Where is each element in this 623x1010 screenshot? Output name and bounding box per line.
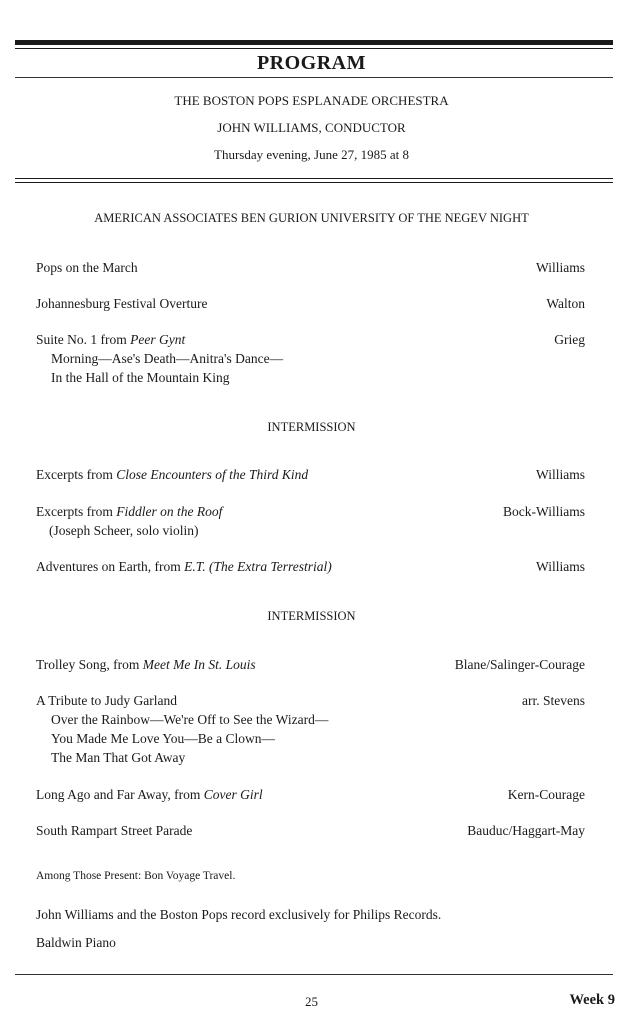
work-title: Johannesburg Festival Overture [36,296,208,311]
composer: Williams [536,559,585,574]
title-underline [15,77,613,78]
work-title: A Tribute to Judy Garland [36,693,178,708]
program-item [36,691,585,767]
program-item [36,502,585,540]
movement-line: Morning—Ase's Death—Anitra's Dance— [51,351,284,366]
work-title: Adventures on Earth, from E.T. (The Extra Terrestrial) [36,559,332,574]
piano-note: Baldwin Piano [36,935,116,950]
week-label: Week 9 [569,992,615,1008]
composer: arr. Stevens [522,693,585,708]
orchestra-name: THE BOSTON POPS ESPLANADE ORCHESTRA [174,93,449,108]
program-item [36,785,585,804]
footer-rule [15,974,613,975]
composer: Walton [546,296,585,311]
page-number: 25 [305,994,318,1009]
movement-line: In the Hall of the Mountain King [51,370,230,385]
program-item [36,258,585,277]
program-item [36,465,585,484]
program-item [36,655,585,674]
soloist-line: (Joseph Scheer, solo violin) [49,523,199,538]
work-title: Long Ago and Far Away, from Cover Girl [36,787,263,802]
work-title: Excerpts from Fiddler on the Roof [36,504,223,519]
medley-line: The Man That Got Away [51,750,186,765]
double-rule-top [15,178,613,179]
work-title: South Rampart Street Parade [36,823,193,838]
work-title: Suite No. 1 from Peer Gynt [36,332,186,347]
intermission-label: INTERMISSION [267,609,356,623]
concert-date: Thursday evening, June 27, 1985 at 8 [214,147,409,162]
composer: Williams [536,260,585,275]
composer: Grieg [554,332,585,347]
program-item [36,557,585,576]
double-rule-bottom [15,182,613,183]
medley-line: You Made Me Love You—Be a Clown— [51,731,276,746]
event-name: AMERICAN ASSOCIATES BEN GURION UNIVERSITY OF THE NEGEV NIGHT [94,211,529,225]
work-title: Pops on the March [36,260,138,275]
program-item [36,294,585,313]
top-thick-rule [15,40,613,45]
work-title: Trolley Song, from Meet Me In St. Louis [36,657,256,672]
composer: Blane/Salinger-Courage [454,657,585,672]
intermission-label: INTERMISSION [267,420,356,434]
composer: Bauduc/Haggart-May [467,823,585,838]
composer: Kern-Courage [507,787,585,802]
medley-line: Over the Rainbow—We're Off to See the Wizard— [51,712,329,727]
program-item [36,821,585,840]
composer: Bock-Williams [503,504,585,519]
among-those-present: Among Those Present: Bon Voyage Travel. [36,870,236,882]
top-thin-rule [15,48,613,49]
page-title: PROGRAM [256,52,367,74]
program-item [36,330,585,387]
composer: Williams [536,467,585,482]
work-title: Excerpts from Close Encounters of the Third Kind [36,467,309,482]
recording-note: John Williams and the Boston Pops record exclusively for Philips Records. [36,907,442,922]
conductor-line: JOHN WILLIAMS, CONDUCTOR [217,120,406,135]
